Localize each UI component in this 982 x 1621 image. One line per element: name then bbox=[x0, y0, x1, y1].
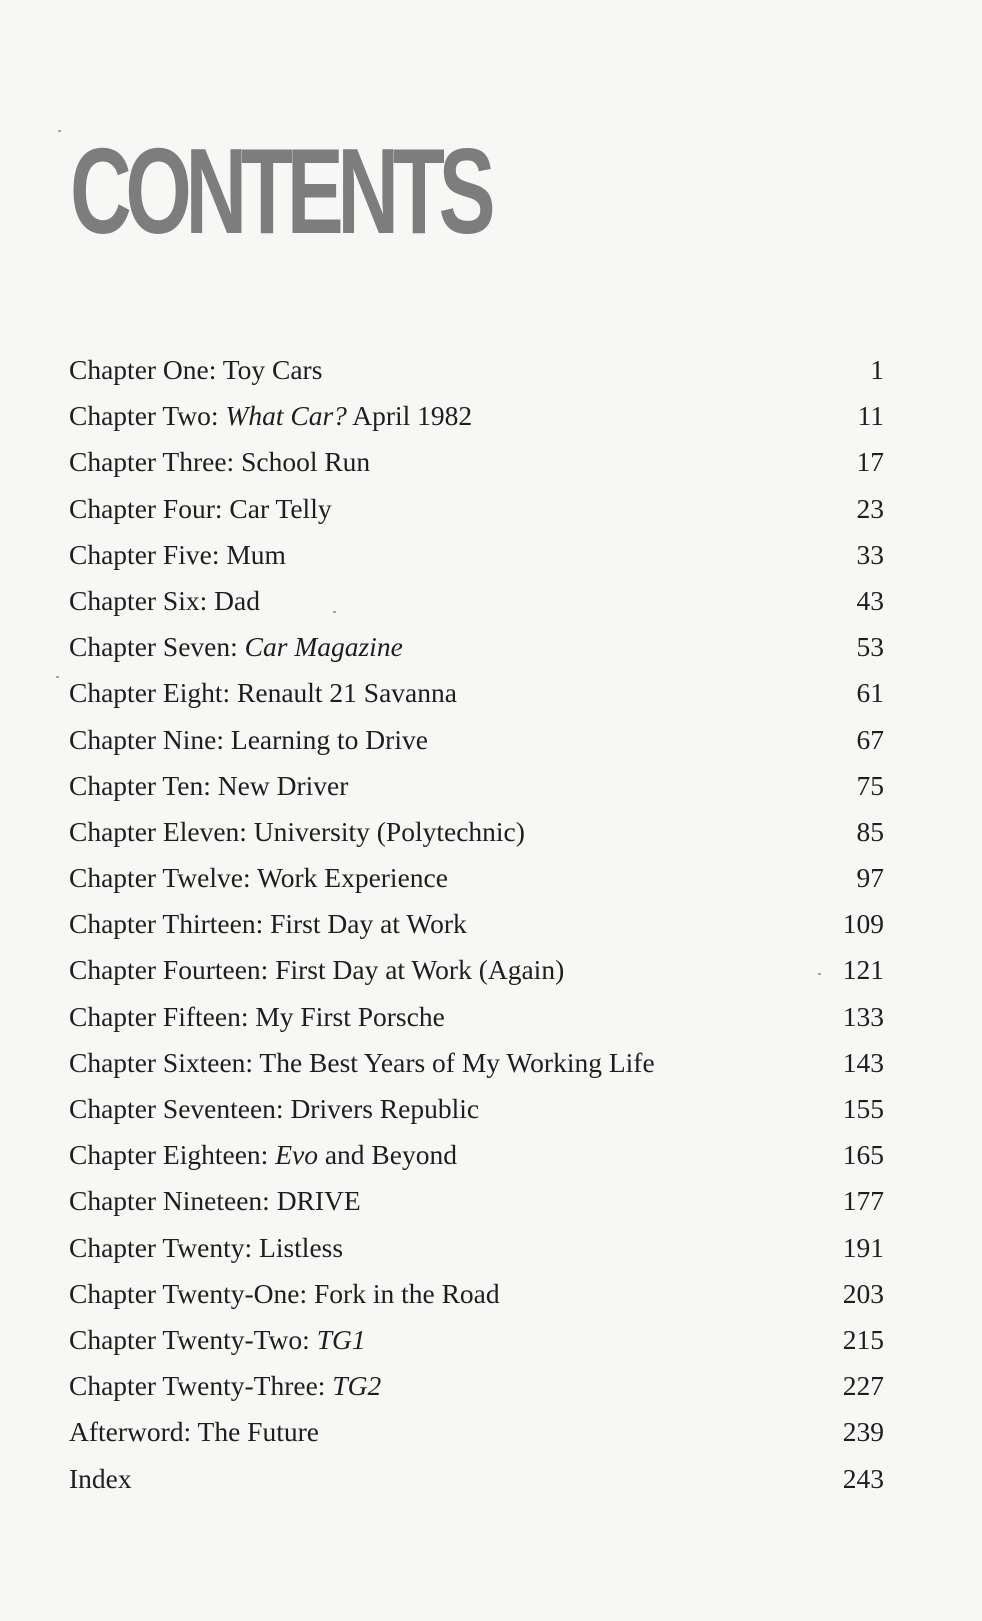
toc-entry-title: Chapter Twenty-Two: bbox=[69, 1323, 317, 1355]
toc-entry-title: Afterword: The Future bbox=[69, 1416, 319, 1448]
toc-entry bbox=[69, 1371, 884, 1417]
toc-entry bbox=[69, 909, 884, 955]
toc-entry-title: Chapter Nine: Learning to Drive bbox=[69, 723, 428, 755]
toc-page-number: 121 bbox=[842, 954, 884, 986]
toc-entry-title: Chapter Ten: New Driver bbox=[69, 769, 349, 801]
toc-page-number: 33 bbox=[856, 538, 884, 570]
toc-page-number: 177 bbox=[842, 1185, 884, 1217]
toc-page-number: 75 bbox=[856, 769, 884, 801]
toc-entry bbox=[69, 494, 884, 540]
toc-entry-title: Chapter Eight: Renault 21 Savanna bbox=[69, 677, 457, 709]
toc-entry-title: Chapter Three: School Run bbox=[69, 446, 371, 478]
scan-speck bbox=[333, 611, 336, 613]
toc-entry-title: Chapter Fifteen: My First Porsche bbox=[69, 1000, 445, 1032]
toc-entry-italic-title: What Car? bbox=[225, 400, 347, 432]
toc-entry-title: Chapter Five: Mum bbox=[69, 538, 286, 570]
toc-entry bbox=[69, 540, 884, 586]
toc-page-number: 43 bbox=[856, 584, 884, 616]
toc-page-number: 155 bbox=[842, 1093, 884, 1124]
toc-page-number: 61 bbox=[856, 677, 884, 709]
toc-entry-label bbox=[69, 1094, 479, 1124]
toc-entry bbox=[69, 355, 884, 401]
toc-entry bbox=[69, 1140, 884, 1186]
toc-entry-label bbox=[69, 1325, 366, 1355]
toc-page-number: 67 bbox=[856, 723, 884, 755]
toc-entry-italic-title: Car Magazine bbox=[244, 631, 403, 663]
toc-entry-label bbox=[69, 771, 348, 801]
toc-entry-title: Chapter Eleven: University (Polytechnic) bbox=[69, 815, 525, 847]
toc-entry bbox=[69, 1325, 884, 1371]
toc-entry-title: Chapter Seventeen: Drivers Republic bbox=[69, 1093, 480, 1124]
toc-page-number: 203 bbox=[842, 1277, 884, 1309]
scan-speck bbox=[58, 130, 61, 132]
toc-page-number: 239 bbox=[842, 1416, 884, 1448]
toc-entry-title: Chapter Twenty-One: Fork in the Road bbox=[69, 1277, 500, 1309]
toc-entry-label bbox=[69, 1279, 500, 1309]
scan-speck bbox=[818, 973, 821, 975]
toc-page-number: 23 bbox=[856, 492, 884, 524]
toc-entry bbox=[69, 817, 884, 863]
toc-entry-title-suffix: April 1982 bbox=[346, 400, 473, 432]
toc-page-number: 53 bbox=[856, 631, 884, 663]
toc-page-number: 85 bbox=[856, 815, 884, 847]
toc-entry-label bbox=[69, 955, 564, 985]
toc-entry-title: Chapter Two: bbox=[69, 400, 226, 432]
toc-entry-title: Chapter Eighteen: bbox=[69, 1139, 276, 1171]
toc-entry-title: Chapter Twenty-Three: bbox=[69, 1370, 333, 1402]
toc-page-number: 143 bbox=[842, 1046, 884, 1078]
toc-page-number: 109 bbox=[842, 908, 884, 940]
toc-entry-label bbox=[69, 355, 322, 385]
toc-entry-title-suffix: and Beyond bbox=[317, 1139, 457, 1171]
toc-entry bbox=[69, 586, 884, 632]
toc-entry-label bbox=[69, 1048, 655, 1078]
toc-entry-italic-title: Evo bbox=[275, 1139, 318, 1171]
toc-entry-label bbox=[69, 447, 370, 477]
toc-page-number: 215 bbox=[842, 1323, 884, 1355]
toc-entry bbox=[69, 955, 884, 1001]
toc-entry-label bbox=[69, 1233, 343, 1263]
toc-entry-label bbox=[69, 540, 286, 570]
toc-page-number: 165 bbox=[842, 1139, 884, 1171]
toc-entry bbox=[69, 1186, 884, 1232]
toc-page-number: 133 bbox=[842, 1000, 884, 1032]
toc-entry bbox=[69, 771, 884, 817]
toc-entry bbox=[69, 725, 884, 771]
scan-speck bbox=[56, 676, 59, 678]
toc-entry-title: Index bbox=[69, 1462, 132, 1494]
toc-entry-label bbox=[69, 1371, 381, 1401]
toc-entry-label bbox=[69, 586, 260, 616]
toc-entry bbox=[69, 447, 884, 493]
toc-entry-label bbox=[69, 1186, 361, 1216]
toc-entry-label bbox=[69, 909, 467, 939]
toc-page-number: 97 bbox=[856, 862, 884, 894]
toc-entry-label bbox=[69, 1002, 445, 1032]
toc-entry-title: Chapter Seven: bbox=[69, 631, 245, 663]
table-of-contents bbox=[69, 355, 884, 1510]
toc-page-number: 243 bbox=[842, 1462, 884, 1494]
toc-entry bbox=[69, 863, 884, 909]
toc-entry bbox=[69, 632, 884, 678]
toc-entry-title: Chapter Twenty: Listless bbox=[69, 1231, 344, 1263]
toc-page-number: 227 bbox=[842, 1370, 884, 1402]
toc-entry bbox=[69, 1233, 884, 1279]
toc-entry-italic-title: TG2 bbox=[332, 1370, 382, 1402]
toc-entry-label bbox=[69, 494, 332, 524]
toc-entry-label bbox=[69, 401, 472, 431]
toc-entry-label bbox=[69, 863, 448, 893]
toc-entry-italic-title: TG1 bbox=[316, 1323, 366, 1355]
toc-entry-label bbox=[69, 632, 403, 662]
toc-entry-title: Chapter Nineteen: DRIVE bbox=[69, 1185, 361, 1217]
toc-entry bbox=[69, 1279, 884, 1325]
toc-entry-label bbox=[69, 725, 428, 755]
toc-entry bbox=[69, 1094, 884, 1140]
toc-page-number: 11 bbox=[857, 400, 884, 432]
toc-entry bbox=[69, 678, 884, 724]
toc-entry bbox=[69, 1002, 884, 1048]
toc-entry-label bbox=[69, 1464, 132, 1494]
toc-entry-title: Chapter Six: Dad bbox=[69, 584, 260, 616]
toc-entry-title: Chapter Four: Car Telly bbox=[69, 492, 332, 524]
toc-page-number: 191 bbox=[842, 1231, 884, 1263]
toc-entry-label bbox=[69, 678, 457, 708]
toc-page-number: 17 bbox=[856, 446, 884, 478]
toc-entry-title: Chapter Twelve: Work Experience bbox=[69, 862, 448, 894]
page-title: CONTENTS bbox=[70, 123, 490, 259]
toc-entry-label bbox=[69, 817, 525, 847]
toc-entry-label bbox=[69, 1140, 457, 1170]
toc-entry-title: Chapter Fourteen: First Day at Work (Again) bbox=[69, 954, 565, 986]
toc-entry-title: Chapter Thirteen: First Day at Work bbox=[69, 908, 467, 940]
toc-page-number: 1 bbox=[870, 354, 884, 385]
toc-entry bbox=[69, 1048, 884, 1094]
toc-entry-title: Chapter Sixteen: The Best Years of My Working Life bbox=[69, 1046, 655, 1078]
toc-entry-title: Chapter One: Toy Cars bbox=[69, 354, 323, 385]
toc-entry bbox=[69, 1417, 884, 1463]
toc-entry bbox=[69, 1464, 884, 1510]
toc-entry-label bbox=[69, 1417, 319, 1447]
toc-entry bbox=[69, 401, 884, 447]
